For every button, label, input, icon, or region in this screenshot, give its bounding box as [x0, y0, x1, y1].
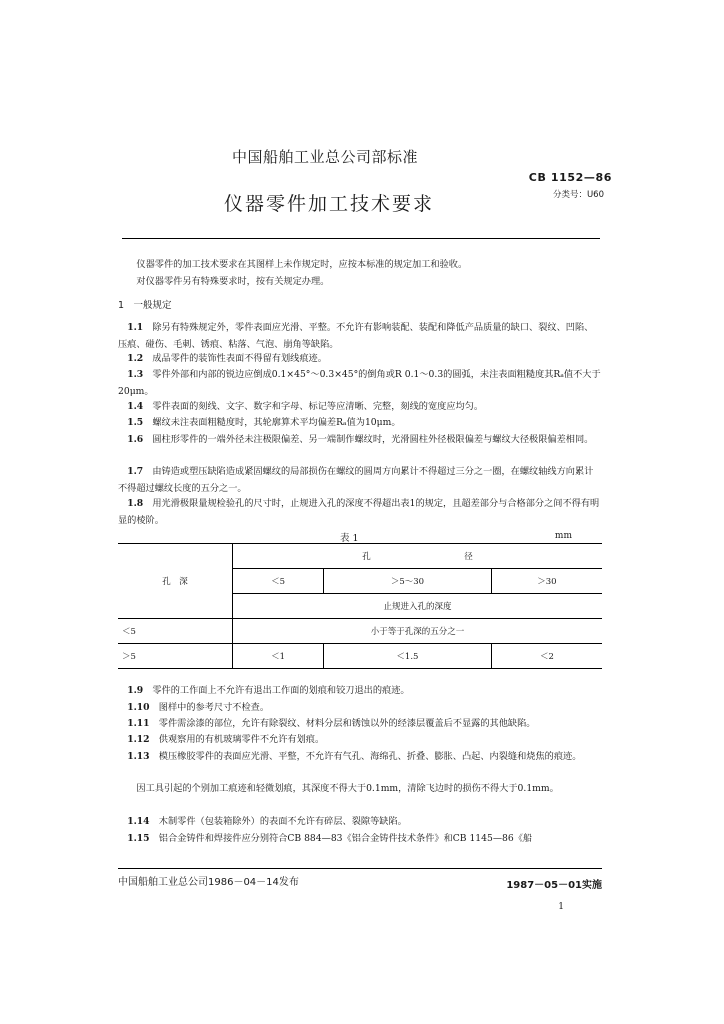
table-value-1: ＜1	[233, 644, 324, 669]
document-title: 仪器零件加工技术要求	[224, 193, 435, 215]
clause-number: 1.12	[127, 734, 150, 745]
clause-number: 1.11	[127, 718, 150, 729]
clause-1-8	[118, 495, 602, 529]
table-group-header: 孔 径	[233, 544, 603, 569]
clause-number: 1.1	[127, 322, 144, 333]
clause-text: 由铸造或塑压缺陷造成紧固螺纹的局部损伤在螺纹的圆周方向累计不得超过三分之一圈，在螺纹轴线方向累计不得超过螺纹长度的五分之一。	[118, 466, 594, 494]
table-diameter-1: ＜5	[233, 569, 324, 594]
clause-text: 零件的工作面上不允许有退出工作面的划痕和铰刀退出的痕迹。	[152, 685, 410, 696]
table-caption: 表 1	[340, 533, 359, 544]
clause-1-7	[118, 463, 602, 497]
clause-1-15	[118, 830, 602, 847]
clause-number: 1.15	[127, 833, 150, 844]
clause-number: 1.7	[127, 466, 144, 477]
table-diameter-2: ＞5～30	[324, 569, 492, 594]
clause-text: 模压橡胶零件的表面应光滑、平整，不允许有气孔、海绵孔、折叠、膨胀、凸起、内裂缝和烧焦的痕迹。	[158, 751, 582, 762]
table-depth-2: ＞5	[118, 644, 233, 669]
clause-1-1	[118, 319, 602, 353]
classification-number: 分类号：U60	[552, 190, 604, 200]
clause-1-10	[118, 699, 602, 716]
table-value-3: ＜2	[491, 644, 602, 669]
spec-table	[118, 543, 602, 669]
header-rule	[122, 238, 600, 239]
clause-number: 1.14	[127, 816, 150, 827]
table-diameter-3: ＞30	[491, 569, 602, 594]
clause-1-9	[118, 682, 602, 699]
clause-number: 1.6	[127, 434, 144, 445]
table-merged-value: 小于等于孔深的五分之一	[233, 619, 603, 644]
intro-paragraph-1: 仪器零件的加工技术要求在其图样上未作规定时，应按本标准的规定加工和验收。	[136, 259, 468, 270]
clause-text: 图样中的参考尺寸不检查。	[158, 702, 270, 713]
clause-1-2	[118, 350, 602, 367]
clause-number: 1.2	[127, 353, 144, 364]
section-1-heading: 1 一般规定	[118, 300, 172, 311]
clause-number: 1.10	[127, 702, 150, 713]
issued-date: 中国船舶工业总公司1986－04－14发布	[118, 877, 299, 888]
standard-code: CB 1152—86	[528, 171, 612, 184]
table-subheader: 止规进入孔的深度	[233, 594, 603, 619]
clause-text: 零件表面的刻线、文字、数字和字母、标记等应清晰、完整，刻线的宽度应均匀。	[152, 401, 484, 412]
footer-rule	[118, 868, 602, 869]
clause-1-11	[118, 715, 602, 732]
intro-paragraph-2: 对仪器零件另有特殊要求时，按有关规定办理。	[136, 276, 330, 287]
clause-number: 1.8	[127, 498, 144, 509]
clause-1-5	[118, 414, 602, 431]
clause-text: 成品零件的装饰性表面不得留有划线痕迹。	[152, 353, 327, 364]
clause-text: 螺纹未注表面粗糙度时，其轮廓算术平均偏差Rₐ值为10μm。	[152, 417, 401, 428]
table-unit: mm	[554, 531, 572, 541]
table-depth-1: ＜5	[118, 619, 233, 644]
clause-text: 铝合金铸件和焊接件应分别符合CB 884—83《铝合金铸件技术条件》和CB 1145—86《船	[158, 833, 533, 844]
clause-text: 木制零件（包装箱除外）的表面不允许有碎层、裂隙等缺陷。	[158, 816, 407, 827]
table-row-header: 孔 深	[118, 544, 233, 619]
organization-header: 中国船舶工业总公司部标准	[232, 148, 419, 166]
clause-text: 供观察用的有机玻璃零件不允许有划痕。	[158, 734, 325, 745]
clause-1-4	[118, 398, 602, 415]
page-number: 1	[558, 902, 564, 912]
clause-1-3	[118, 366, 602, 400]
clause-1-14	[118, 813, 602, 830]
clause-text: 零件需涂漆的部位，允许有除裂纹、材料分层和锈蚀以外的经漆层覆盖后不显露的其他缺陷。	[158, 718, 536, 729]
clause-number: 1.5	[127, 417, 144, 428]
clause-1-6	[118, 431, 602, 448]
clause-number: 1.13	[127, 751, 150, 762]
clause-number: 1.4	[127, 401, 144, 412]
effective-date: 1987－05－01实施	[506, 880, 602, 891]
table-value-2: ＜1.5	[324, 644, 492, 669]
clause-text: 除另有特殊规定外，零件表面应光滑、平整。不允许有影响装配、装配和降低产品质量的缺口、裂纹、凹陷、压痕、碰伤、毛刺、锈痕、粘落、气泡、崩角等缺陷。	[118, 322, 594, 350]
clause-number: 1.9	[127, 685, 144, 696]
clause-1-13-continued: 因工具引起的个别加工痕迹和轻微划痕，其深度不得大于0.1mm，清除飞边时的损伤不得大于0.1mm。	[136, 783, 559, 794]
clause-number: 1.3	[127, 369, 144, 380]
clause-text: 用光滑极限量规检验孔的尺寸时，止规进入孔的深度不得超出表1的规定，且超差部分与合格部分之间不得有明显的棱阶。	[118, 498, 600, 526]
clause-text: 圆柱形零件的一端外径未注极限偏差、另一端制作螺纹时，光滑圆柱外径极限偏差与螺纹大径极限偏差相同。	[152, 434, 594, 445]
clause-1-12	[118, 731, 602, 748]
clause-text: 零件外部和内部的锐边应倒成0.1×45°～0.3×45°的倒角或R 0.1～0.3的圆弧，未注表面粗糙度其Rₐ值不大于20μm。	[118, 369, 601, 397]
clause-1-13	[118, 748, 602, 765]
